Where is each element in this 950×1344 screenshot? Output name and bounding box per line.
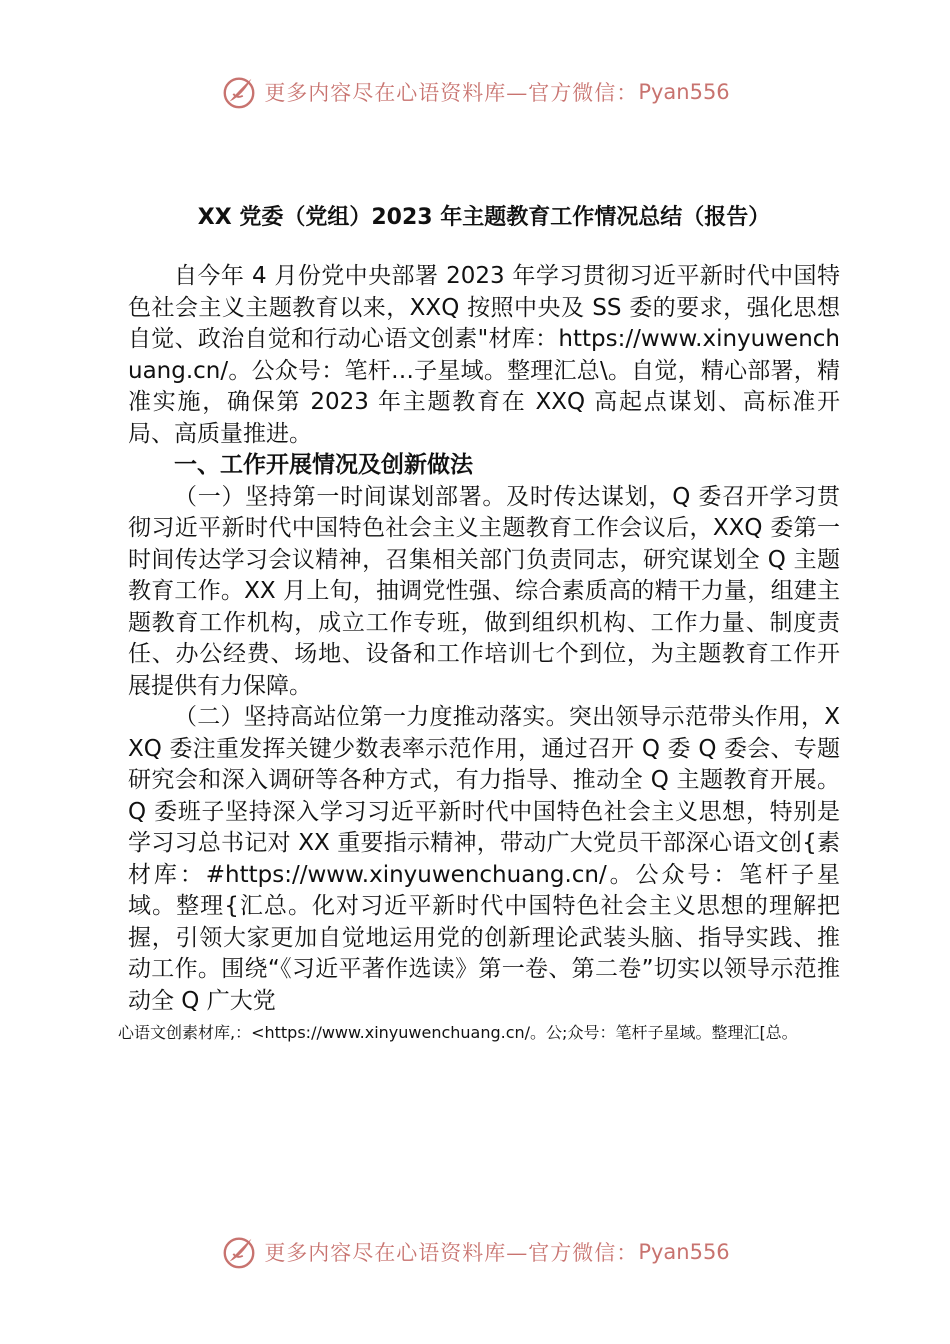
paragraph-1: （一）坚持第一时间谋划部署。及时传达谋划，Q 委召开学习贯彻习近平新时代中国特色社会主义主题教育工作会议后，XXQ 委第一时间传达学习会议精神，召集相关部门负责同志，研究谋划全 Q 主题教育工作。XX 月上旬，抽调党性强、综合素质高的精干力量，组建主题教育工作机构，成立工作专班，做到组织机构、工作力量、制度责任、办公经费、场地、设备和工作培训七个到位，为主题教育工作开展提供有力保障。 [128,483,840,699]
footer-banner [0,1230,950,1274]
intro-paragraph: 自今年 4 月份党中央部署 2023 年学习贯彻习近平新时代中国特色社会主义主题教育以来，XXQ 按照中央及 SS 委的要求，强化思想自觉、政治自觉和行动心语文创素"材库：https://www.xinyuwenchuang.cn/。公众号：笔杆…子星域。整理汇总\。自觉，精心部署，精准实施，确保第 2023 年主题教育在 XXQ 高起点谋划、高标准开局、高质量推进。 [128,263,840,447]
header-banner [0,70,950,114]
document-body [128,200,840,1017]
document-title: XX 党委（党组）2023 年主题教育工作情况总结（报告） [197,205,771,230]
source-footnote: 心语文创素材库,：<https://www.xinyuwenchuang.cn/。公;众号：笔杆子星域。整理汇[总。 [118,1023,798,1042]
banner-wechat-id: Pyan556 [638,80,730,104]
quill-seal-icon [220,73,258,111]
banner-text: 更多内容尽在心语资料库—官方微信： [264,81,639,105]
paragraph-2: （二）坚持高站位第一力度推动落实。突出领导示范带头作用，XXQ 委注重发挥关键少数表率示范作用，通过召开 Q 委 Q 委会、专题研究会和深入调研等各种方式，有力指导、推动全 Q 主题教育开展。Q 委班子坚持深入学习习近平新时代中国特色社会主义思想，特别是学习习总书记对 XX 重要指示精神，带动广大党员干部深心语文创{素材库：#https://www.xinyuwenchuang.cn/。公众号：笔杆子星域。整理{汇总。化对习近平新时代中国特色社会主义思想的理解把握，引领大家更加自觉地运用党的创新理论武装头脑、指导实践、推动工作。围绕“《习近平著作选读》第一卷、第二卷”切实以领导示范推动全 Q 广大党 [128,704,840,1014]
banner-wechat-id: Pyan556 [638,1240,730,1264]
banner-text: 更多内容尽在心语资料库—官方微信： [264,1241,639,1265]
section-heading: 一、工作开展情况及创新做法 [174,452,473,478]
quill-seal-icon [220,1233,258,1271]
